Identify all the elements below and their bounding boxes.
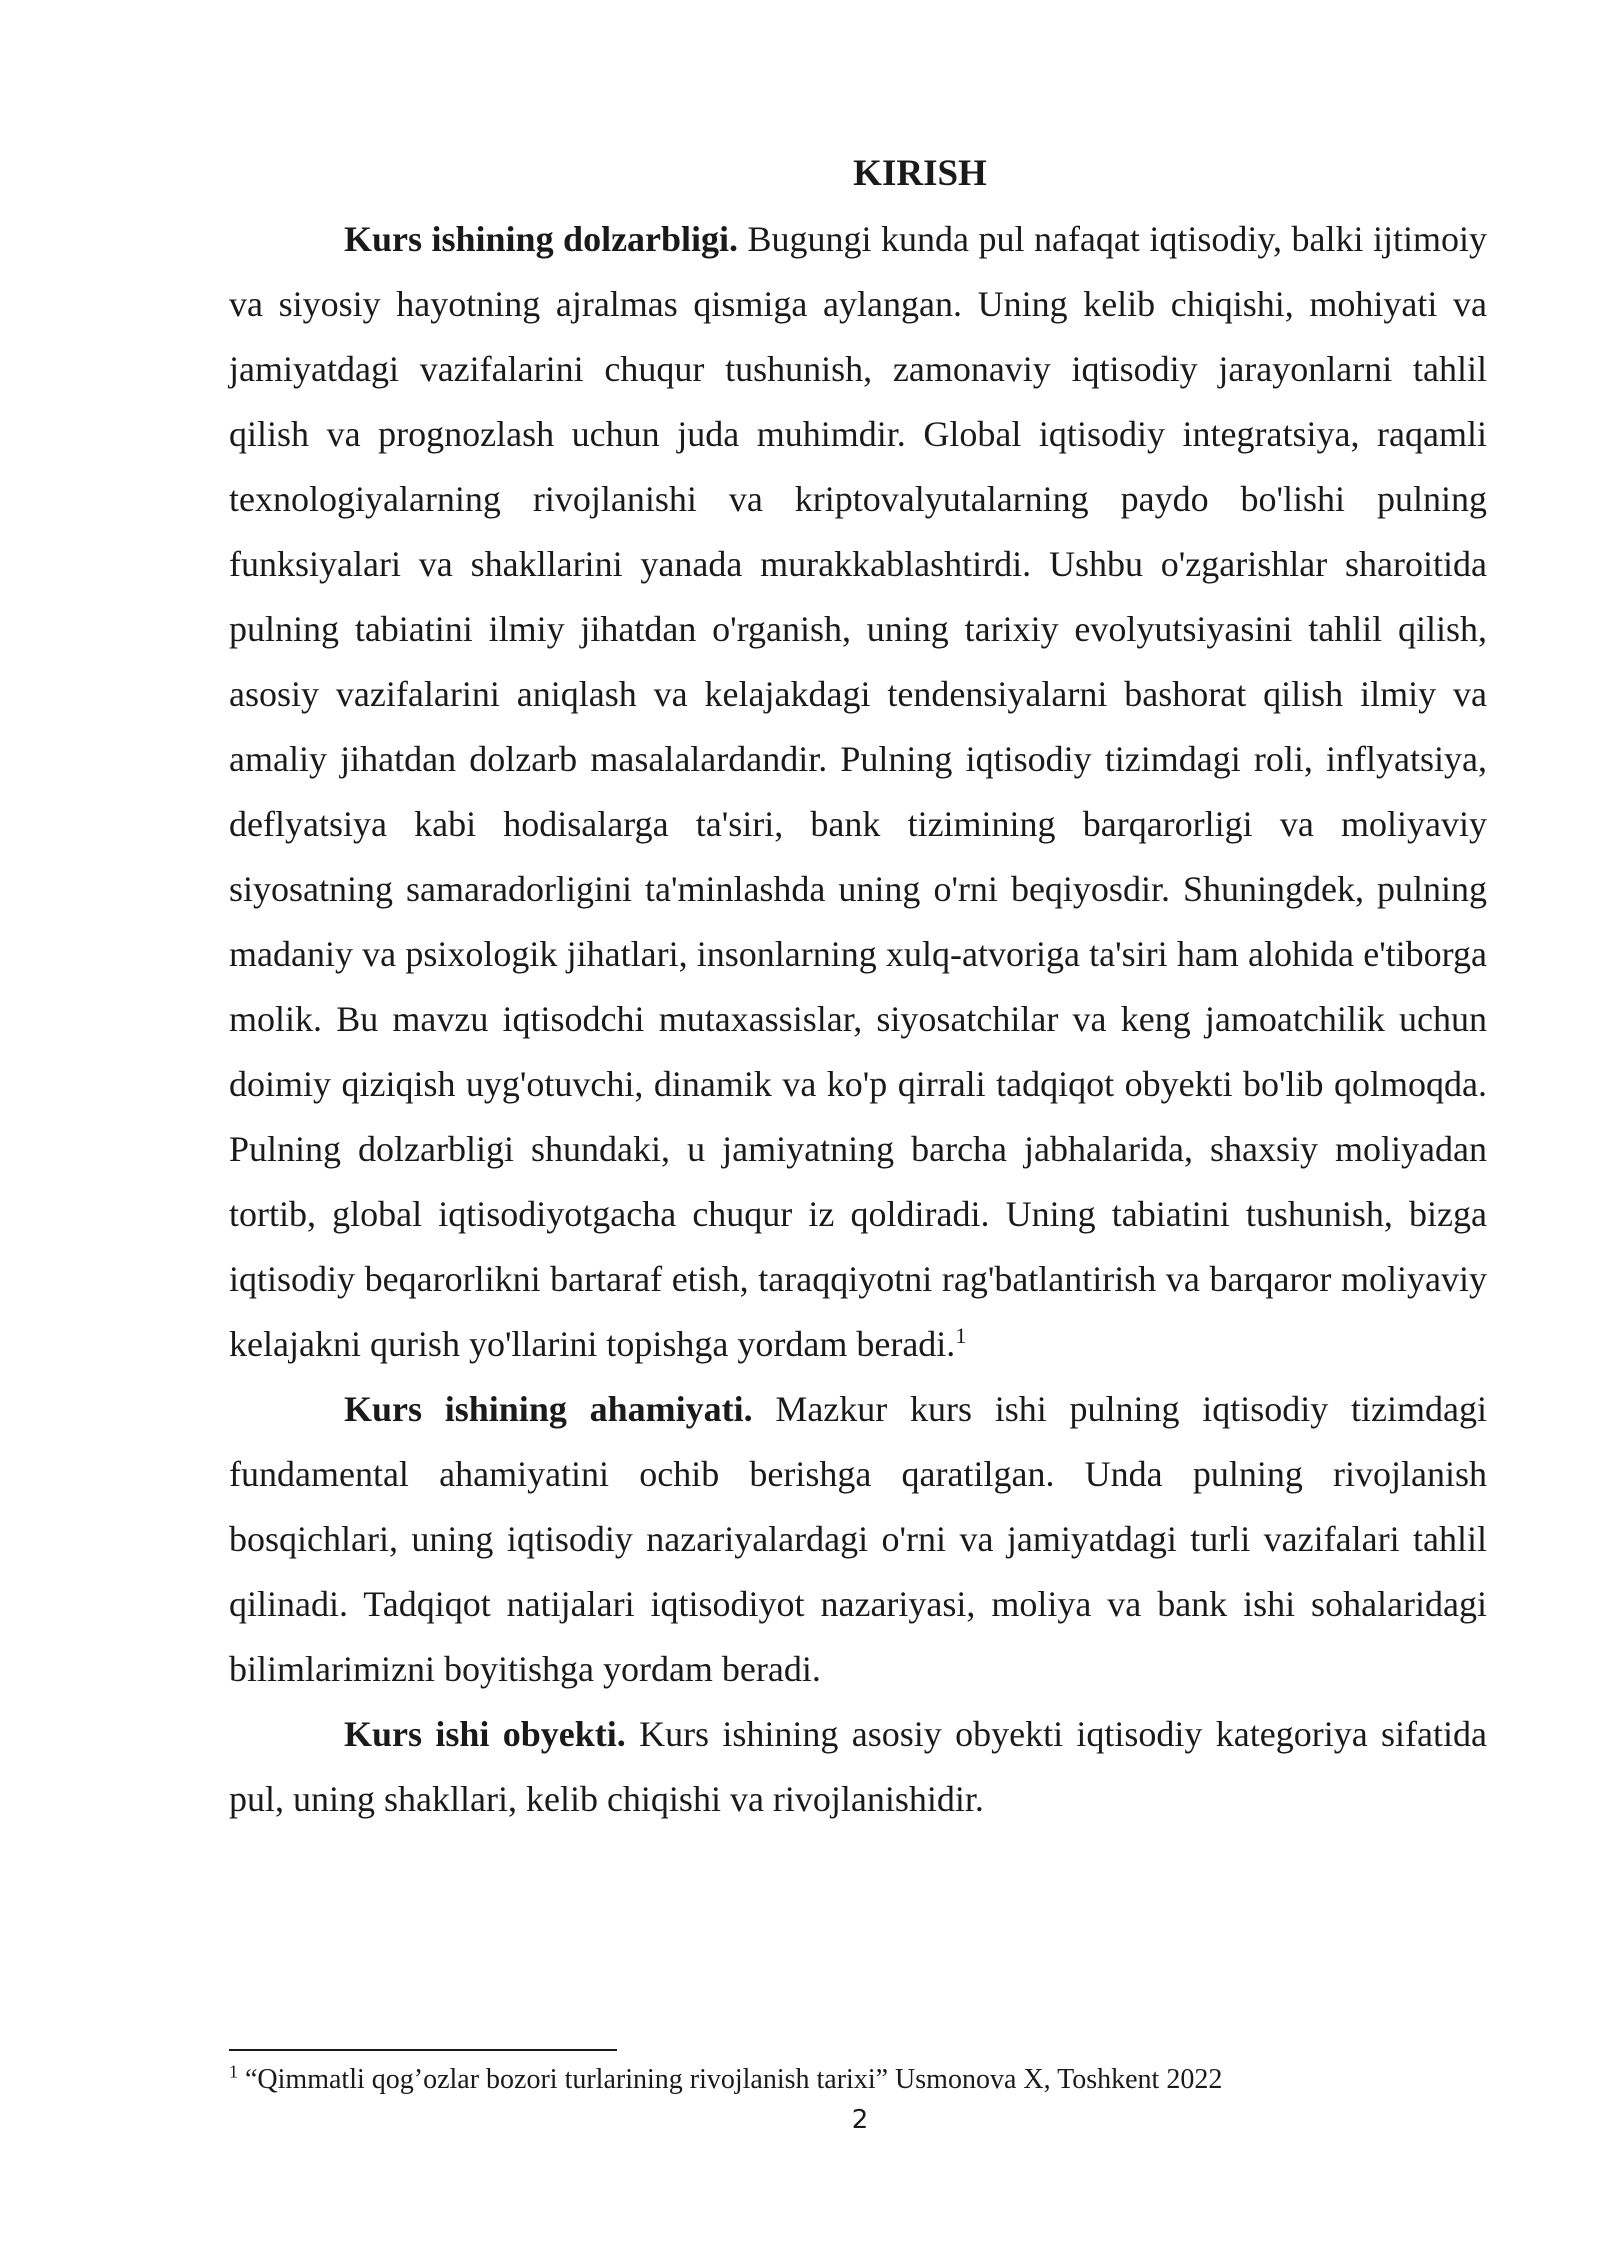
paragraph-lead: Kurs ishining dolzarbligi. xyxy=(344,219,739,259)
footnote-text: “Qimmatli qog’ozlar bozori turlarining rivojlanish tarixi” Usmonova X, Toshkent 2022 xyxy=(238,2064,1223,2095)
paragraph-text: Mazkur kurs ishi pulning iqtisodiy tizimdagi fundamental ahamiyatini ochib berishga qaratilgan. Unda pulning rivojlanish bosqichlari, uning iqtisodiy nazariyalardagi o'rni va jamiyatdagi turli vazifalari tahlil qilinadi. Tadqiqot natijalari iqtisodiyot nazariyasi, moliya va bank ishi sohalaridagi bilimlarimizni boyitishga yordam beradi. xyxy=(229,1389,1487,1689)
footnote-reference[interactable]: 1 xyxy=(955,1323,967,1348)
paragraph-relevance xyxy=(229,207,1487,1377)
paragraph-importance xyxy=(229,1377,1487,1702)
paragraph-lead: Kurs ishining ahamiyati. xyxy=(344,1389,753,1429)
footnote-mark: 1 xyxy=(229,2061,238,2082)
footnote xyxy=(229,2062,1487,2098)
page-title: KIRISH xyxy=(853,153,987,194)
paragraph-text: Bugungi kunda pul nafaqat iqtisodiy, balki ijtimoiy va siyosiy hayotning ajralmas qismiga aylangan. Uning kelib chiqishi, mohiyati va jamiyatdagi vazifalarini chuqur tushunish, zamonaviy iqtisodiy jarayonlarni tahlil qilish va prognozlash uchun juda muhimdir. Global iqtisodiy integratsiya, raqamli texnologiyalarning rivojlanishi va kriptovalyutalarning paydo bo'lishi pulning funksiyalari va shakllarini yanada murakkablashtirdi. Ushbu o'zgarishlar sharoitida pulning tabiatini ilmiy jihatdan o'rganish, uning tarixiy evolyutsiyasini tahlil qilish, asosiy vazifalarini aniqlash va kelajakdagi tendensiyalarni bashorat qilish ilmiy va amaliy jihatdan dolzarb masalalardandir. Pulning iqtisodiy tizimdagi roli, inflyatsiya, deflyatsiya kabi hodisalarga ta'siri, bank tizimining barqarorligi va moliyaviy siyosatning samaradorligini ta'minlashda uning o'rni beqiyosdir. Shuningdek, pulning madaniy va psixologik jihatlari, insonlarning xulq-atvoriga ta'siri ham alohida e'tiborga molik. Bu mavzu iqtisodchi mutaxassislar, siyosatchilar va keng jamoatchilik uchun doimiy qiziqish uyg'otuvchi, dinamik va ko'p qirrali tadqiqot obyekti bo'lib qolmoqda. Pulning dolzarbligi shundaki, u jamiyatning barcha jabhalarida, shaxsiy moliyadan tortib, global iqtisodiyotgacha chuqur iz qoldiradi. Uning tabiatini tushunish, bizga iqtisodiy beqarorlikni bartaraf etish, taraqqiyotni rag'batlantirish va barqaror moliyaviy kelajakni qurish yo'llarini topishga yordam beradi. xyxy=(229,219,1487,1364)
page-number: 2 xyxy=(851,2105,869,2135)
body-text xyxy=(229,207,1487,1832)
footnote-separator xyxy=(229,2049,617,2051)
paragraph-object xyxy=(229,1702,1487,1832)
paragraph-text: Kurs ishining asosiy obyekti iqtisodiy kategoriya sifatida pul, uning shakllari, kelib chiqishi va rivojlanishidir. xyxy=(229,1714,1487,1819)
paragraph-lead: Kurs ishi obyekti. xyxy=(344,1714,626,1754)
